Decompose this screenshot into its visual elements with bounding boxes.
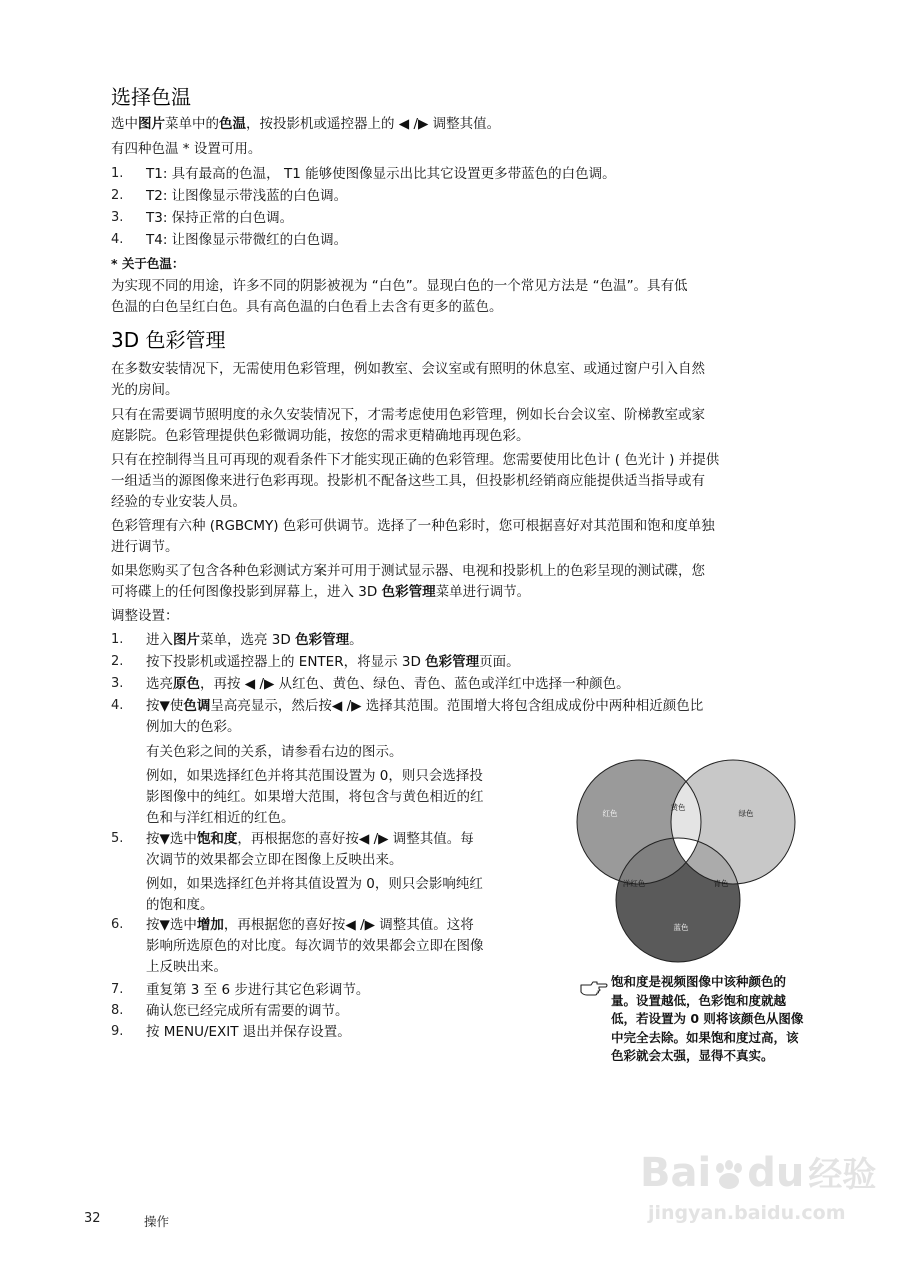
page-number: 32 <box>84 1211 101 1226</box>
label-blue: 蓝色 <box>673 923 689 932</box>
paragraph-line: 如果您购买了包含各种色彩测试方案并可用于测试显示器、电视和投影机上的色彩呈现的测试碟，您 <box>111 563 705 579</box>
paragraph-line: 只有在控制得当且可再现的观看条件下才能实现正确的色彩管理。您需要使用比色计 ( 色光计 ) 并提供 <box>111 452 720 468</box>
saturation-note: 饱和度是视频图像中该种颜色的 量。设置越低，色彩饱和度就越 低，若设置为 0 则将该颜色从图像 中完全去除。如果饱和度过高，该 色彩就会太强，显得不真实。 <box>611 974 804 1063</box>
step-text: 按▼选中饱和度，再根据您的喜好按◀ /▶ 调整其值。每 <box>146 831 474 847</box>
list-item: T1: 具有最高的色温， T1 能够使图像显示出比其它设置更多带蓝色的白色调。 <box>146 166 616 182</box>
step-text: 按▼使色调呈高亮显示，然后按◀ /▶ 选择其范围。范围增大将包含组成成份中两种相近颜色比 <box>146 698 704 714</box>
step-number: 8. <box>111 1003 124 1018</box>
step-number: 7. <box>111 982 124 997</box>
paragraph-line: 一组适当的源图像来进行色彩再现。投影机不配备这些工具，但投影机经销商应能提供适当指导或有 <box>111 473 705 489</box>
paragraph-line: 可将碟上的任何图像投影到屏幕上，进入 3D 色彩管理菜单进行调节。 <box>111 584 531 600</box>
step-text: 进入图片菜单，选亮 3D 色彩管理。 <box>146 632 363 648</box>
step-text-line: 次调节的效果都会立即在图像上反映出来。 <box>146 852 403 868</box>
step-text: 按下投影机或遥控器上的 ENTER，将显示 3D 色彩管理页面。 <box>146 654 520 670</box>
section1-intro: 选中图片菜单中的色温，按投影机或遥控器上的 ◀ /▶ 调整其值。 <box>111 116 501 132</box>
list-item: T3: 保持正常的白色调。 <box>146 210 294 226</box>
label-green: 绿色 <box>738 809 754 818</box>
step-text: 选亮原色，再按 ◀ /▶ 从红色、黄色、绿色、青色、蓝色或洋红中选择一种颜色。 <box>146 676 630 692</box>
adjust-settings-title: 调整设置： <box>111 608 179 624</box>
list-number: 1. <box>111 166 124 181</box>
list-number: 3. <box>111 210 124 225</box>
color-venn-diagram <box>560 740 810 970</box>
list-number: 2. <box>111 188 124 203</box>
watermark-logo: Bai du 经验 <box>640 1150 877 1196</box>
about-text-line: 色温的白色呈红白色。具有高色温的白色看上去含有更多的蓝色。 <box>111 299 503 315</box>
section1-count-line: 有四种色温 * 设置可用。 <box>111 141 262 157</box>
step-text: 确认您已经完成所有需要的调节。 <box>146 1003 349 1019</box>
step-sub-text: 色和与洋红相近的红色。 <box>146 810 295 826</box>
section-title-color-temperature: 选择色温 <box>111 85 191 109</box>
paragraph-line: 光的房间。 <box>111 382 179 398</box>
step-sub-text: 例如，如果选择红色并将其值设置为 0，则只会影响纯红 <box>146 876 483 892</box>
about-title: * 关于色温： <box>111 256 185 271</box>
pointing-hand-icon <box>579 979 609 997</box>
list-number: 4. <box>111 232 124 247</box>
paw-icon <box>711 1154 747 1184</box>
step-number: 1. <box>111 632 124 647</box>
step-number: 9. <box>111 1024 124 1039</box>
step-text: 按 MENU/EXIT 退出并保存设置。 <box>146 1024 351 1040</box>
step-text: 重复第 3 至 6 步进行其它色彩调节。 <box>146 982 370 998</box>
step-number: 2. <box>111 654 124 669</box>
step-sub-text: 例如，如果选择红色并将其范围设置为 0，则只会选择投 <box>146 768 483 784</box>
paragraph-line: 只有在需要调节照明度的永久安装情况下，才需考虑使用色彩管理，例如长台会议室、阶梯教室或家 <box>111 407 705 423</box>
paragraph-line: 经验的专业安装人员。 <box>111 494 246 510</box>
label-cyan: 青色 <box>713 879 729 888</box>
paragraph-line: 庭影院。色彩管理提供色彩微调功能，按您的需求更精确地再现色彩。 <box>111 428 530 444</box>
step-text-line: 影响所选原色的对比度。每次调节的效果都会立即在图像 <box>146 938 484 954</box>
baidu-jingyan-watermark <box>640 1150 877 1240</box>
list-item: T4: 让图像显示带微红的白色调。 <box>146 232 348 248</box>
step-sub-text: 影图像中的纯红。如果增大范围，将包含与黄色相近的红 <box>146 789 484 805</box>
step-number: 5. <box>111 831 124 846</box>
label-magenta: 洋红色 <box>622 879 646 888</box>
step-text-line: 例加大的色彩。 <box>146 719 241 735</box>
step-text: 按▼选中增加，再根据您的喜好按◀ /▶ 调整其值。这将 <box>146 917 474 933</box>
paragraph-line: 色彩管理有六种 (RGBCMY) 色彩可供调节。选择了一种色彩时，您可根据喜好对其范围和饱和度单独 <box>111 518 715 534</box>
watermark-url: jingyan.baidu.com <box>648 1202 846 1224</box>
step-number: 6. <box>111 917 124 932</box>
paragraph-line: 进行调节。 <box>111 539 179 555</box>
about-text-line: 为实现不同的用途，许多不同的阴影被视为 “白色”。显现白色的一个常见方法是 “色温”。具有低 <box>111 278 688 294</box>
step-number: 4. <box>111 698 124 713</box>
label-red: 红色 <box>602 809 618 818</box>
section-title-3d-color-management: 3D 色彩管理 <box>111 328 226 352</box>
list-item: T2: 让图像显示带浅蓝的白色调。 <box>146 188 348 204</box>
step-number: 3. <box>111 676 124 691</box>
footer-section: 操作 <box>144 1214 170 1229</box>
label-yellow: 黄色 <box>670 803 686 812</box>
step-text-line: 上反映出来。 <box>146 959 227 975</box>
step-sub-text: 的饱和度。 <box>146 897 214 913</box>
step-sub-text: 有关色彩之间的关系，请参看右边的图示。 <box>146 744 403 760</box>
paragraph-line: 在多数安装情况下，无需使用色彩管理，例如教室、会议室或有照明的休息室、或通过窗户引入自然 <box>111 361 705 377</box>
